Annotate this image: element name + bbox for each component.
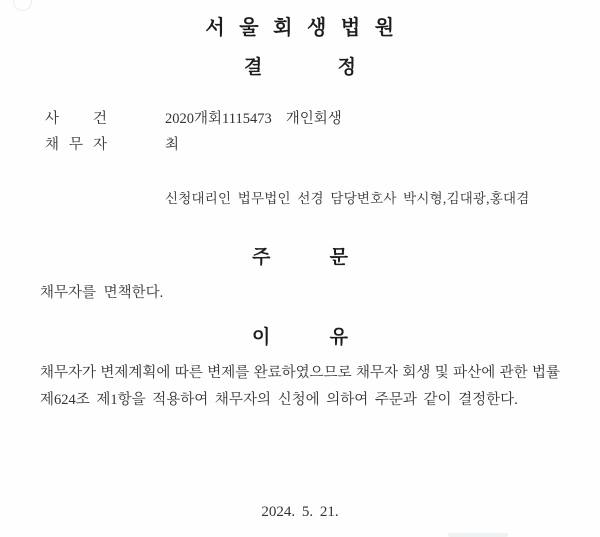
order-body-text: 채무자를 면책한다. [40, 285, 164, 301]
debtor-row [45, 136, 179, 154]
scan-artifact-smudge [448, 533, 508, 537]
court-name-title: 서 울 회 생 법 원 [205, 17, 395, 39]
case-row [45, 110, 342, 128]
case-number: 2020개회1115473 [165, 111, 272, 127]
order-heading: 주 문 [252, 247, 348, 268]
scan-artifact-circle [13, 0, 32, 11]
reason-heading: 이 유 [252, 327, 348, 348]
reason-text-line1: 채무자가 변제계획에 따른 변제를 완료하였으므로 채무자 회생 및 파산에 관한 법률 [40, 365, 560, 381]
case-type: 개인회생 [285, 111, 342, 127]
case-value [165, 110, 342, 128]
debtor-name: 최 [165, 137, 180, 153]
decision-heading: 결 정 [244, 57, 356, 78]
debtor-label: 채 무 자 [45, 137, 107, 153]
reason-text-line2: 제624조 제1항을 적용하여 채무자의 신청에 의하여 주문과 같이 결정한다. [40, 392, 518, 408]
attorney-line: 신청대리인 법무법인 선경 담당변호사 박시형,김대광,홍대겸 [165, 191, 530, 206]
case-label: 사 건 [45, 111, 107, 127]
decision-date: 2024. 5. 21. [261, 504, 339, 520]
